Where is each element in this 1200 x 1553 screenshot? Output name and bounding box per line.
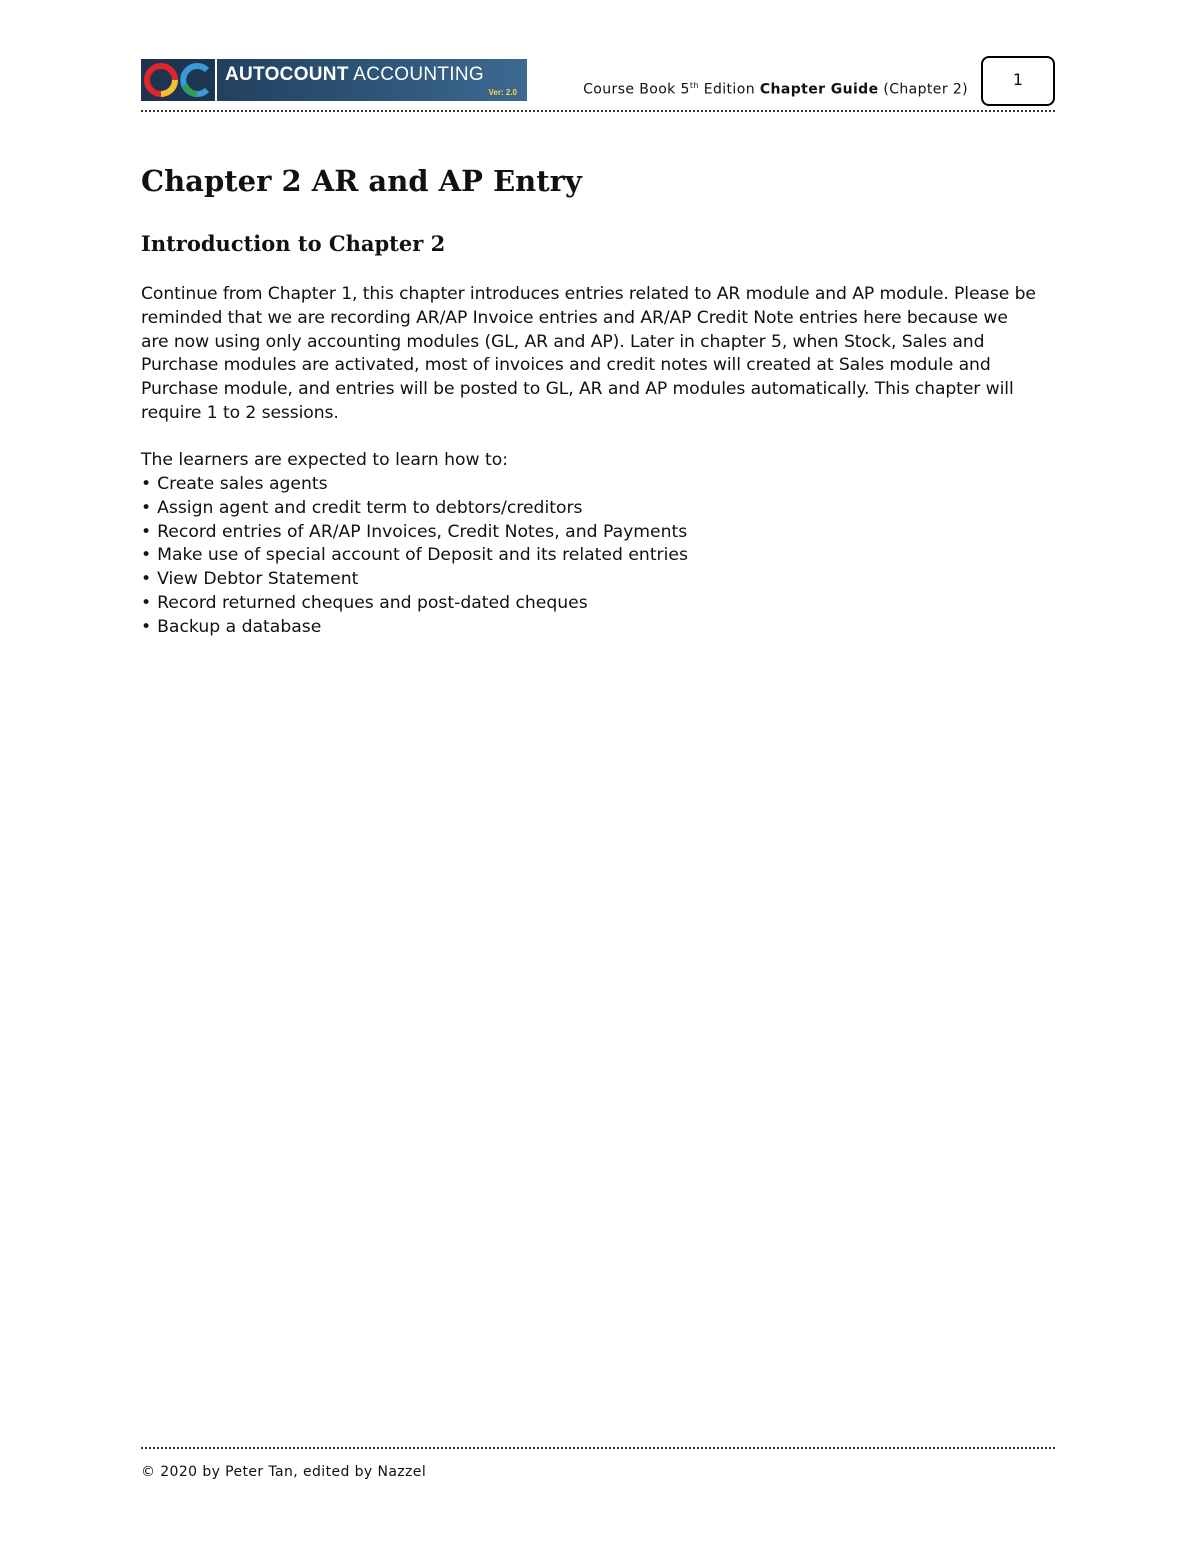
logo-version: Ver: 2.0 bbox=[488, 88, 517, 97]
list-item: • Record returned cheques and post-dated cheques bbox=[141, 592, 588, 613]
list-item: • Backup a database bbox=[141, 616, 322, 637]
header-divider bbox=[141, 110, 1055, 112]
autocount-logo-mark-icon bbox=[141, 59, 215, 101]
list-item: • Assign agent and credit term to debtors/creditors bbox=[141, 497, 583, 518]
chapter-title: Chapter 2 AR and AP Entry bbox=[141, 164, 582, 198]
footer-copyright: © 2020 by Peter Tan, edited by Nazzel bbox=[141, 1464, 427, 1480]
list-item: • Record entries of AR/AP Invoices, Credit Notes, and Payments bbox=[141, 521, 688, 542]
intro-paragraph bbox=[141, 283, 1061, 426]
autocount-logo-banner bbox=[217, 59, 527, 101]
intro-line: Continue from Chapter 1, this chapter introduces entries related to AR module and AP module. Please be bbox=[141, 284, 1036, 304]
bullet-icon: • bbox=[141, 497, 152, 518]
objectives-list bbox=[141, 473, 688, 640]
logo-wordmark: AUTOCOUNT ACCOUNTING bbox=[225, 64, 484, 85]
list-item: • Create sales agents bbox=[141, 474, 328, 494]
bullet-icon: • bbox=[141, 474, 152, 494]
intro-line: Purchase module, and entries will be posted to GL, AR and AP modules automatically. This chapter will bbox=[141, 379, 1014, 400]
bullet-icon: • bbox=[141, 592, 152, 613]
bullet-icon: • bbox=[141, 545, 152, 566]
bullet-icon: • bbox=[141, 569, 152, 590]
intro-line: Purchase modules are activated, most of invoices and credit notes will created at Sales module and bbox=[141, 355, 991, 376]
autocount-logo bbox=[141, 59, 527, 101]
intro-line: are now using only accounting modules (GL, AR and AP). Later in chapter 5, when Stock, Sales and bbox=[141, 331, 985, 352]
list-item: • View Debtor Statement bbox=[141, 569, 359, 590]
list-item: • Make use of special account of Deposit and its related entries bbox=[141, 545, 688, 566]
footer-divider bbox=[141, 1447, 1055, 1449]
intro-line: reminded that we are recording AR/AP Invoice entries and AR/AP Credit Note entries here because we bbox=[141, 307, 1008, 328]
running-header: Course Book 5th Edition Chapter Guide (Chapter 2) bbox=[583, 81, 968, 98]
page-number: 1 bbox=[981, 56, 1055, 106]
section-title: Introduction to Chapter 2 bbox=[141, 231, 446, 256]
bullet-icon: • bbox=[141, 616, 152, 637]
bullet-icon: • bbox=[141, 521, 152, 542]
intro-line: require 1 to 2 sessions. bbox=[141, 402, 339, 423]
objectives-lead: The learners are expected to learn how to: bbox=[141, 450, 509, 470]
